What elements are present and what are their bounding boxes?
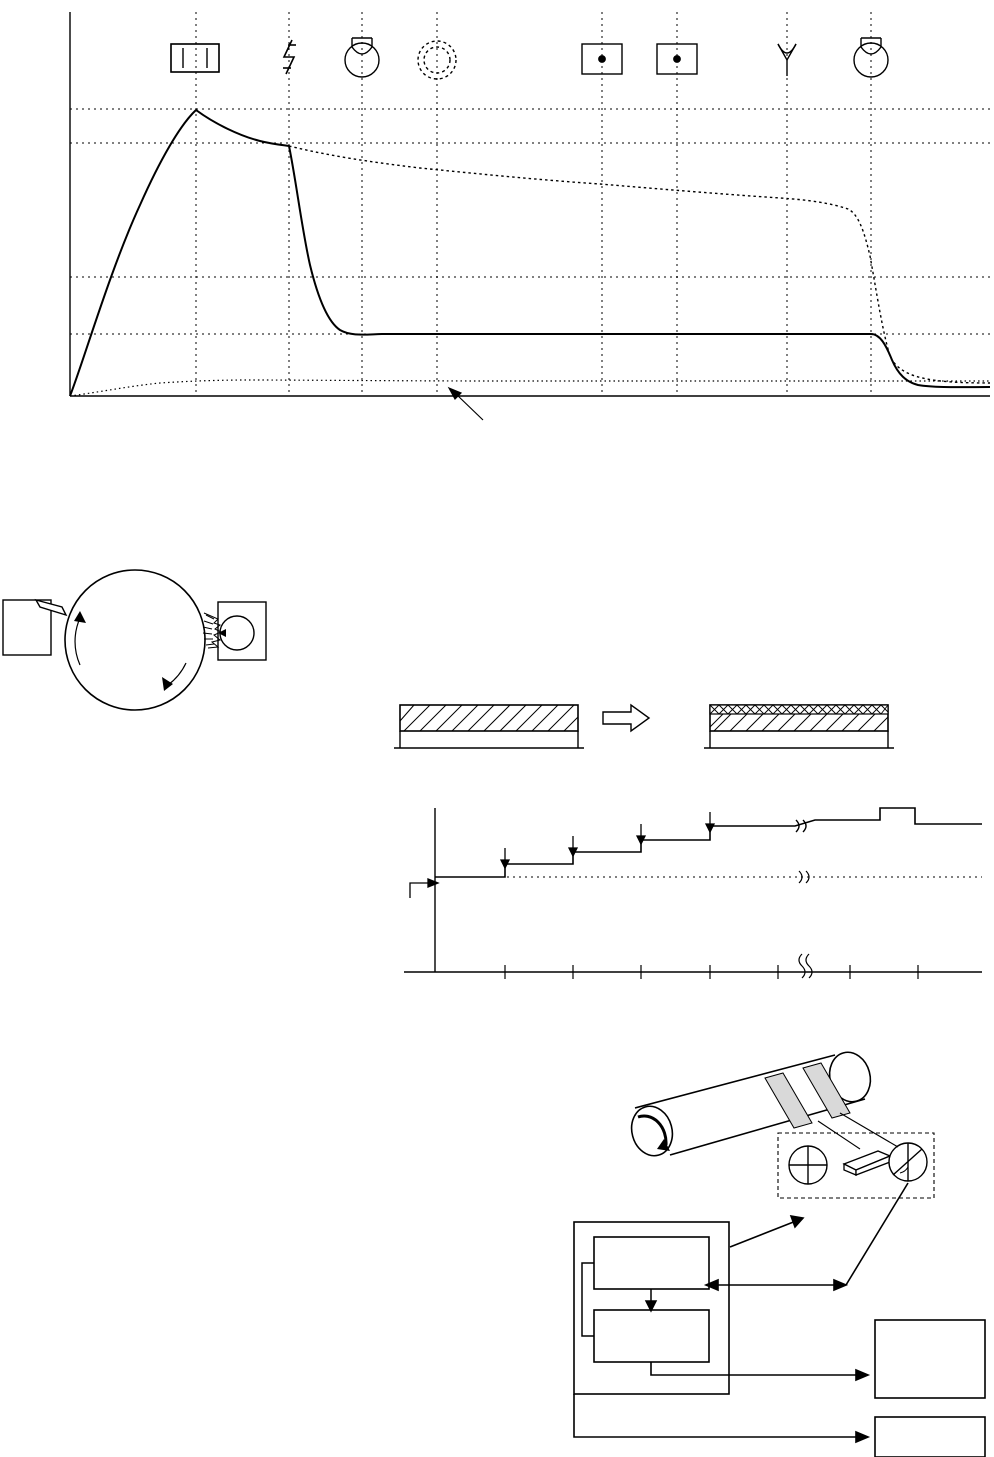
roll-contact-schematic: [0, 545, 300, 765]
lightning-icon: [283, 40, 296, 74]
crosshair-sensor-icon: [789, 1146, 827, 1184]
dotted-upper-curve: [289, 146, 990, 383]
main-roll: [65, 570, 205, 710]
controller-inner-box-1: [594, 1237, 709, 1289]
step-curve: [435, 808, 982, 877]
output-box-1: [875, 1320, 985, 1398]
right-roller-block: [203, 602, 266, 660]
step-chart-axes: [404, 808, 982, 972]
step-entry-arrow: [410, 879, 438, 898]
prism-element-icon: [844, 1151, 890, 1175]
substrate-before: [394, 705, 584, 748]
controller-inner-box-2: [594, 1310, 709, 1362]
sensor-leader-lines: [818, 1113, 898, 1149]
axis-break-x: [799, 954, 812, 978]
horizontal-gridlines: [70, 109, 990, 334]
output-box-2: [875, 1417, 985, 1457]
left-blade-block: [3, 600, 66, 655]
substrate-after: [704, 705, 894, 748]
roller-sensor-system-diagram: [560, 1025, 994, 1457]
baseline-arrow: [449, 388, 483, 420]
dotted-lower-curve: [70, 380, 990, 396]
process-timeline-chart: [0, 0, 994, 430]
vertical-gridlines: [196, 12, 871, 396]
coating-layer-diagram: [390, 690, 900, 780]
angle-sensor-icon: [889, 1143, 927, 1181]
roller-cylinder: [626, 1048, 876, 1161]
controller-sensor-arrows: [706, 1183, 908, 1290]
step-progression-chart: [390, 790, 990, 995]
solid-curve: [70, 110, 990, 396]
bracket-icon: [171, 44, 219, 72]
transform-arrow-icon: [603, 705, 649, 731]
